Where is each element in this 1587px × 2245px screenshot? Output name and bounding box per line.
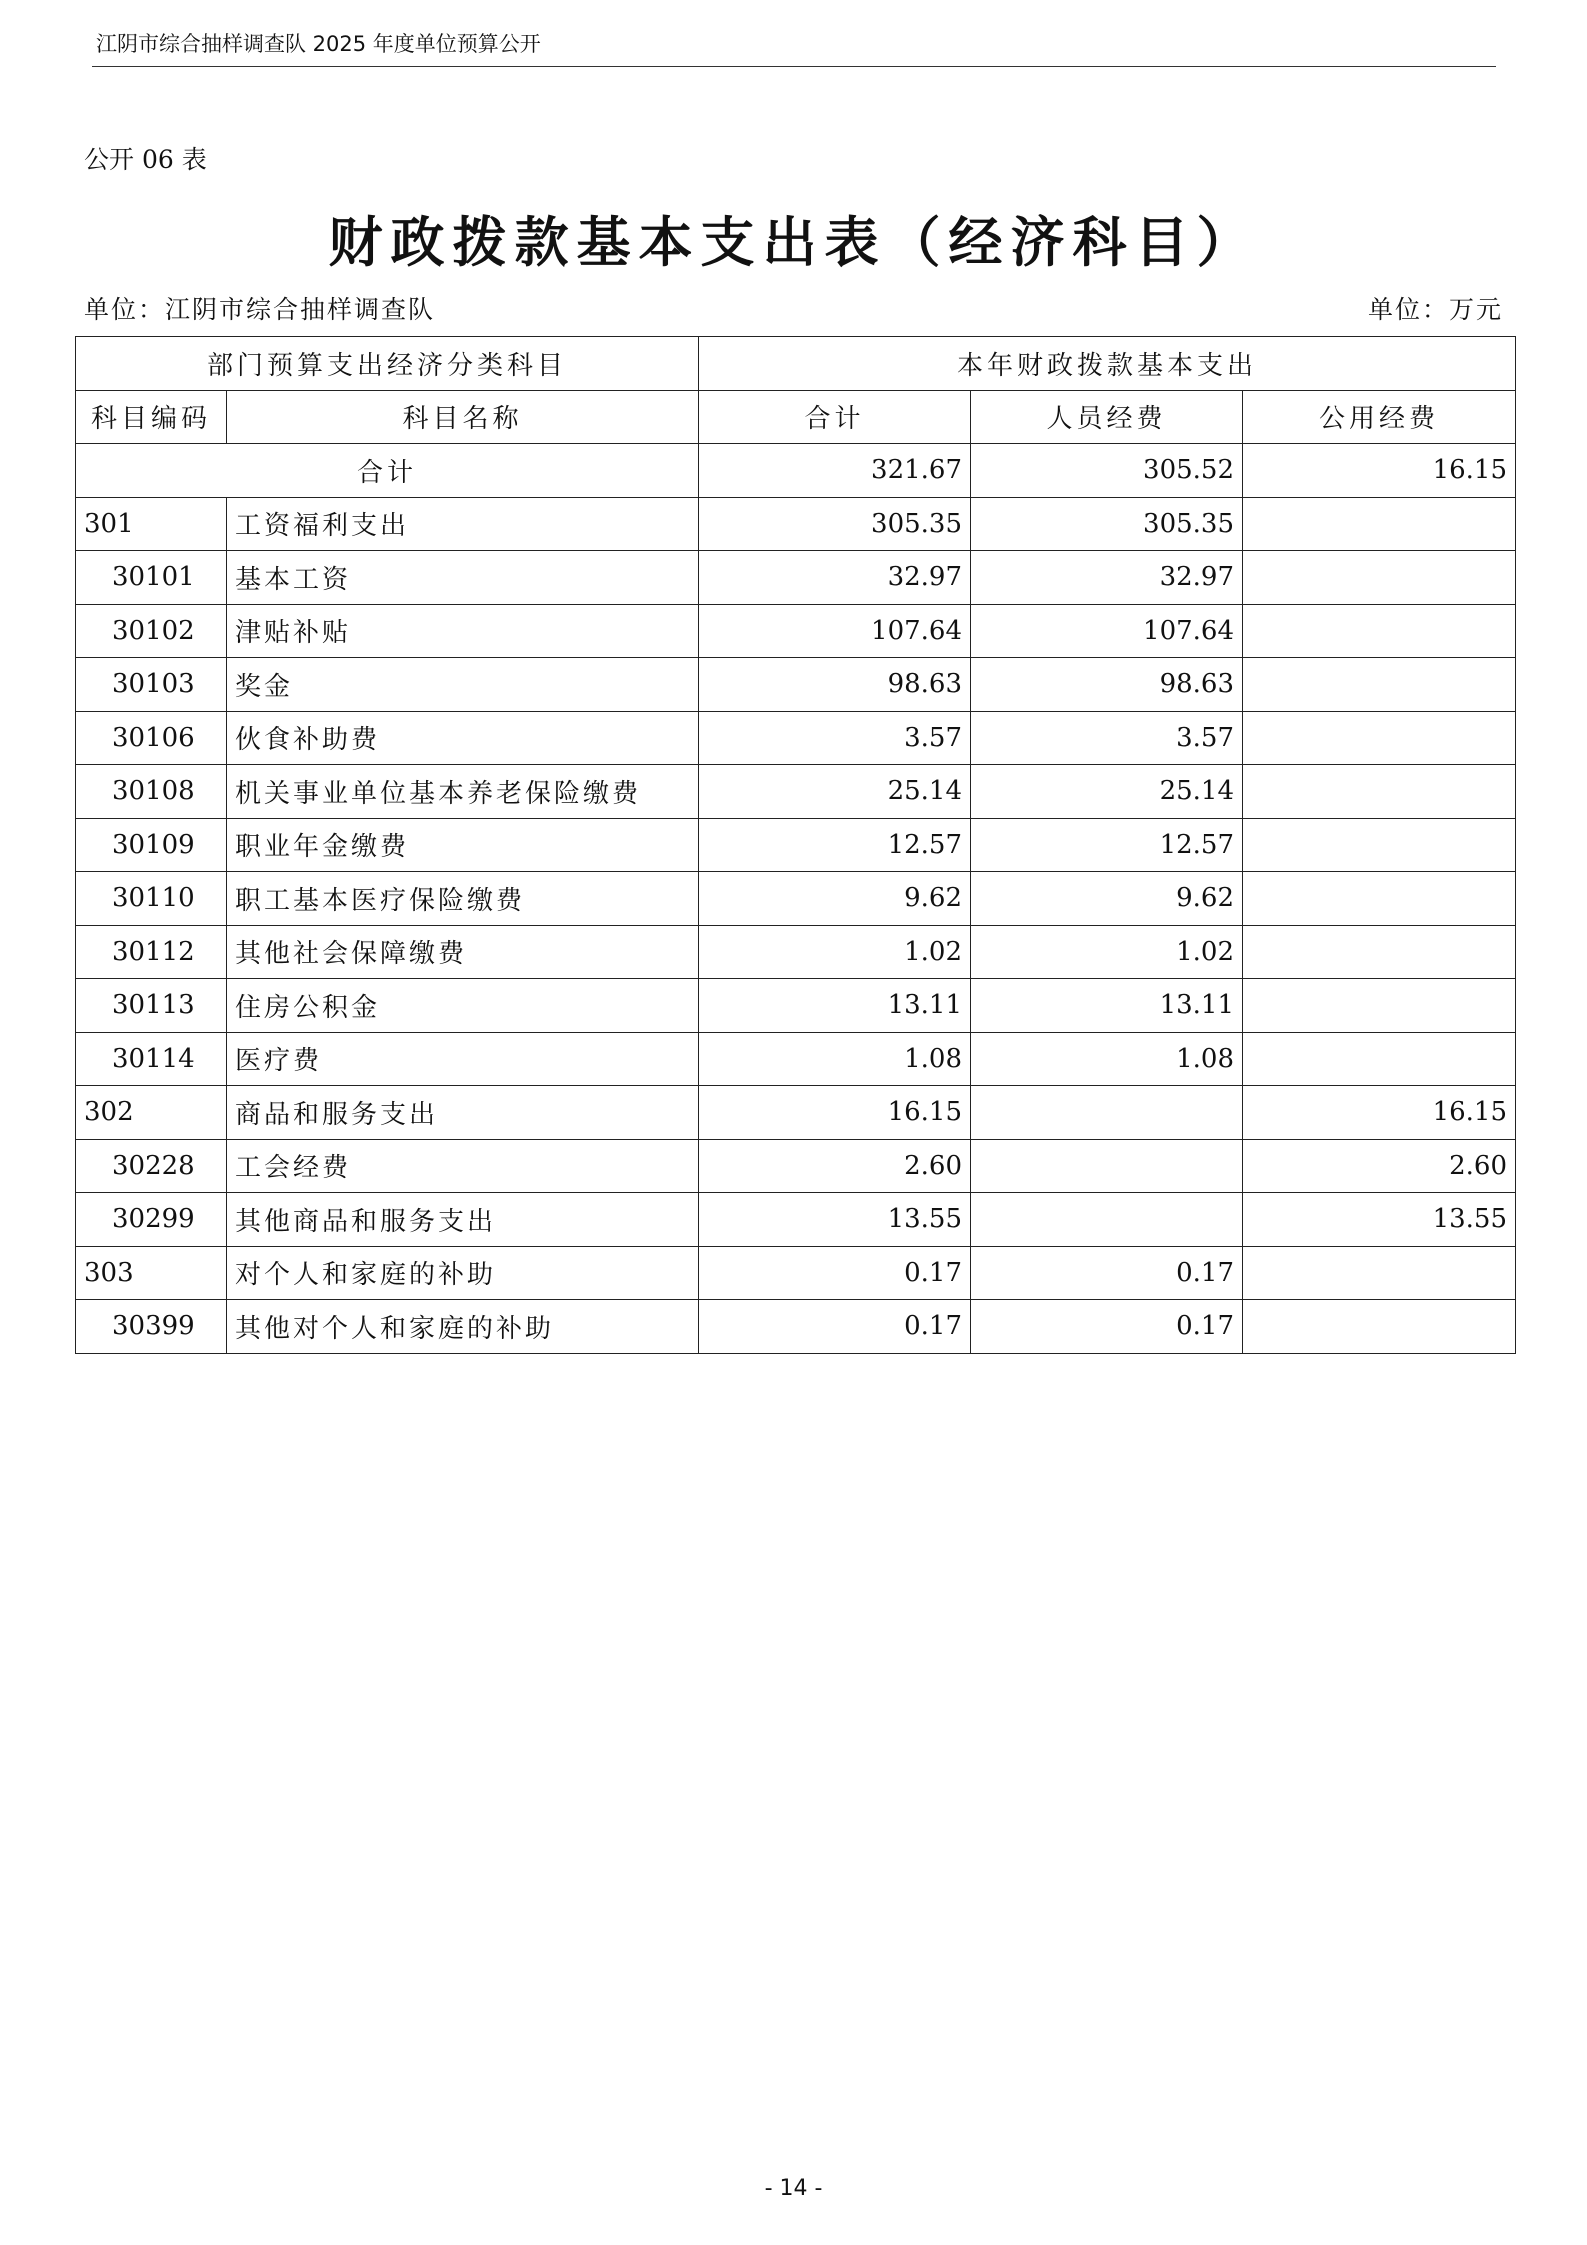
row-sum: 0.17 [699,1300,971,1354]
table-row [76,551,1516,605]
row-sum: 32.97 [699,551,971,605]
row-public [1243,979,1516,1033]
row-code: 30114 [76,1032,227,1086]
row-personnel: 0.17 [971,1246,1243,1300]
row-personnel: 0.17 [971,1300,1243,1354]
table-row [76,765,1516,819]
row-public [1243,1246,1516,1300]
table-row [76,1032,1516,1086]
budget-table [75,336,1516,1354]
row-name: 对个人和家庭的补助 [227,1246,699,1300]
row-sum: 305.35 [699,497,971,551]
currency-unit-label: 单位：万元 [1367,295,1503,324]
group-header-expenditure: 本年财政拨款基本支出 [699,337,1516,391]
row-personnel [971,1193,1243,1247]
table-row [76,1193,1516,1247]
group-header-classification: 部门预算支出经济分类科目 [76,337,699,391]
group-header-row [76,337,1516,391]
table-row [76,979,1516,1033]
row-public [1243,818,1516,872]
row-name: 工资福利支出 [227,497,699,551]
row-name: 工会经费 [227,1139,699,1193]
row-name: 伙食补助费 [227,711,699,765]
row-code: 302 [76,1086,227,1140]
column-header-public: 公用经费 [1243,390,1516,444]
row-personnel: 25.14 [971,765,1243,819]
row-personnel [971,1139,1243,1193]
row-personnel: 305.35 [971,497,1243,551]
row-code: 30228 [76,1139,227,1193]
row-name: 医疗费 [227,1032,699,1086]
total-label: 合计 [76,444,699,498]
row-sum: 13.55 [699,1193,971,1247]
table-row [76,604,1516,658]
total-public: 16.15 [1243,444,1516,498]
row-code: 30109 [76,818,227,872]
row-public: 16.15 [1243,1086,1516,1140]
table-row [76,1246,1516,1300]
table-row [76,497,1516,551]
row-personnel: 1.02 [971,925,1243,979]
row-code: 30110 [76,872,227,926]
row-personnel: 13.11 [971,979,1243,1033]
row-code: 303 [76,1246,227,1300]
row-code: 301 [76,497,227,551]
row-name: 住房公积金 [227,979,699,1033]
row-sum: 12.57 [699,818,971,872]
row-public [1243,1032,1516,1086]
row-sum: 1.08 [699,1032,971,1086]
row-name: 其他社会保障缴费 [227,925,699,979]
row-sum: 16.15 [699,1086,971,1140]
row-personnel: 107.64 [971,604,1243,658]
row-code: 30102 [76,604,227,658]
row-personnel: 9.62 [971,872,1243,926]
header-divider [92,66,1496,67]
column-header-row [76,390,1516,444]
row-name: 职工基本医疗保险缴费 [227,872,699,926]
row-public [1243,765,1516,819]
table-row [76,711,1516,765]
table-number-label: 公开 06 表 [84,145,207,174]
row-code: 30112 [76,925,227,979]
row-personnel: 98.63 [971,658,1243,712]
row-name: 其他商品和服务支出 [227,1193,699,1247]
table-row [76,1300,1516,1354]
row-personnel: 12.57 [971,818,1243,872]
table-row [76,925,1516,979]
organization-unit-label: 单位：江阴市综合抽样调查队 [84,295,436,324]
row-public [1243,925,1516,979]
row-code: 30299 [76,1193,227,1247]
row-name: 基本工资 [227,551,699,605]
row-public [1243,497,1516,551]
page-number: - 14 - [764,2176,823,2201]
row-personnel: 32.97 [971,551,1243,605]
row-public [1243,711,1516,765]
row-public [1243,872,1516,926]
row-sum: 9.62 [699,872,971,926]
column-header-sum: 合计 [699,390,971,444]
column-header-code: 科目编码 [76,390,227,444]
row-sum: 1.02 [699,925,971,979]
row-sum: 2.60 [699,1139,971,1193]
table-row [76,818,1516,872]
row-code: 30103 [76,658,227,712]
row-public [1243,604,1516,658]
page-title: 财政拨款基本支出表（经济科目） [328,210,1259,274]
document-header: 江阴市综合抽样调查队 2025 年度单位预算公开 [96,32,541,56]
row-public: 2.60 [1243,1139,1516,1193]
row-code: 30106 [76,711,227,765]
total-row [76,444,1516,498]
row-code: 30399 [76,1300,227,1354]
row-public [1243,1300,1516,1354]
row-personnel [971,1086,1243,1140]
row-sum: 0.17 [699,1246,971,1300]
row-public [1243,658,1516,712]
row-personnel: 3.57 [971,711,1243,765]
row-name: 其他对个人和家庭的补助 [227,1300,699,1354]
total-personnel: 305.52 [971,444,1243,498]
row-sum: 13.11 [699,979,971,1033]
row-sum: 3.57 [699,711,971,765]
row-name: 职业年金缴费 [227,818,699,872]
row-name: 机关事业单位基本养老保险缴费 [227,765,699,819]
row-public [1243,551,1516,605]
row-sum: 98.63 [699,658,971,712]
row-name: 奖金 [227,658,699,712]
table-row [76,658,1516,712]
row-sum: 25.14 [699,765,971,819]
row-personnel: 1.08 [971,1032,1243,1086]
row-name: 商品和服务支出 [227,1086,699,1140]
table-row [76,872,1516,926]
total-sum: 321.67 [699,444,971,498]
row-sum: 107.64 [699,604,971,658]
row-code: 30101 [76,551,227,605]
row-public: 13.55 [1243,1193,1516,1247]
column-header-personnel: 人员经费 [971,390,1243,444]
row-name: 津贴补贴 [227,604,699,658]
row-code: 30108 [76,765,227,819]
table-row [76,1139,1516,1193]
column-header-name: 科目名称 [227,390,699,444]
row-code: 30113 [76,979,227,1033]
table-row [76,1086,1516,1140]
